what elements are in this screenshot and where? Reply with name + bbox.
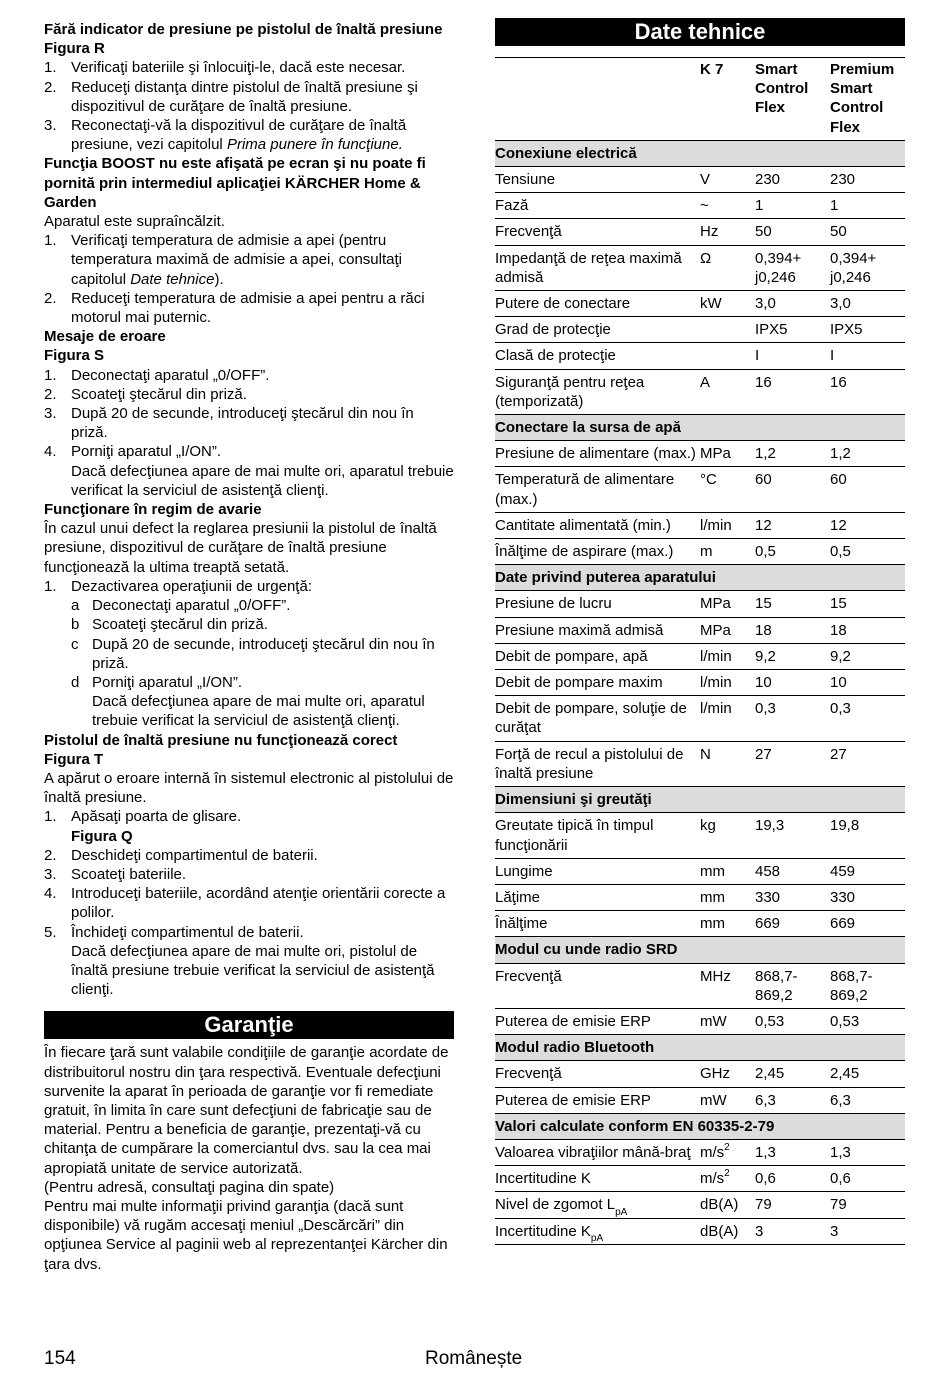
section-row: Date privind puterea aparatului [495, 565, 905, 591]
figure-ref: Figura T [44, 750, 104, 768]
table-row: Puterea de emisie ERP mW 0,53 0,53 [495, 1008, 905, 1034]
header-cell [495, 58, 700, 141]
section-title: Mesaje de eroare [44, 328, 166, 346]
note: Dacă defecţiunea apare de mai multe ori, aparatul trebuie verificat la serviciul de asistenţă clienţi. [71, 462, 454, 499]
section-row: Modul cu unde radio SRD [495, 937, 905, 963]
section-row: Dimensiuni şi greutăţi [495, 787, 905, 813]
table-row: Cantitate alimentată (min.) l/min 12 12 [495, 512, 905, 538]
sub-item: d Porniţi aparatul „I/ON”. [71, 673, 243, 691]
table-row: Impedanţă de reţea maximă admisă Ω 0,394+ j0,246 0,394+ j0,246 [495, 245, 905, 290]
list-item: 3. După 20 de secunde, introduceţi ştecărul din nou în priză. [44, 405, 414, 442]
paragraph: În cazul unui defect la reglarea presiunii la pistolul de înaltă presiune, dispozitivul de curăţare de înaltă presiune funcţionează la ultima treaptă setată. [44, 520, 437, 576]
list-item: 2. Reduceţi distanţa dintre pistolul de înaltă presiune şi dispozitivul de curăţare de înaltă presiune. [44, 78, 418, 115]
paragraph: Pentru mai multe informaţii privind garanţia (dacă sunt disponibile) vă rugăm accesaţi meniul „Descărcări” din opţiunea Service al paginii web al reprezentanţei Kärcher din ţara dvs. [44, 1197, 448, 1273]
list-item: 2. Deschideţi compartimentul de baterii. [44, 846, 318, 864]
table-row: Siguranţă pentru reţea (temporizată) A 16 16 [495, 369, 905, 414]
list-item: 5. Închideţi compartimentul de baterii. [44, 923, 304, 941]
table-row: Incertitudine K $m/s^2$ 0,6 0,6 [495, 1166, 905, 1192]
table-row: Lungime mm 458 459 [495, 858, 905, 884]
list-item: 4. Introduceţi bateriile, acordând atenţie orientării corecte a polilor. [44, 885, 446, 922]
list-item: 3. Scoateţi bateriile. [44, 865, 187, 883]
garantie-heading: Garanţie [44, 1011, 454, 1039]
table-row: Valoarea vibraţiilor mână-braţ $m/s^2$ 1,3 1,3 [495, 1139, 905, 1165]
section-title: Funcţia BOOST nu este afişată pe ecran şi nu poate fi pornită prin intermediul aplicaţiei KÄRCHER Home & Garden [44, 155, 426, 211]
list-item: 2. Scoateţi ştecărul din priză. [44, 385, 247, 403]
list-item: 1. Verificaţi temperatura de admisie a apei (pentru temperatura maximă de admisie a apei, consultaţi capitolul Date tehnice). [44, 232, 402, 288]
table-row: Puterea de emisie ERP mW 6,3 6,3 [495, 1087, 905, 1113]
left-column [44, 20, 454, 1274]
figure-ref: Figura S [44, 347, 105, 365]
table-row: Debit de pompare, soluţie de curăţat l/min 0,3 0,3 [495, 696, 905, 741]
paragraph: A apărut o eroare internă în sistemul electronic al pistolului de înaltă presiune. [44, 769, 454, 807]
table-row: Forţă de recul a pistolului de înaltă presiune N 27 27 [495, 741, 905, 786]
note: Dacă defecţiunea apare de mai multe ori, pistolul de înaltă presiune trebuie verificat la serviciul de asistenţă clienţi. [71, 942, 435, 999]
section-row: Conexiune electrică [495, 140, 905, 166]
language-label: Românește [425, 1348, 523, 1369]
list-item: 4. Porniţi aparatul „I/ON”. [44, 443, 222, 461]
table-row: Lăţime mm 330 330 [495, 884, 905, 910]
table-row: Înălţime de aspirare (max.) m 0,5 0,5 [495, 539, 905, 565]
paragraph: În fiecare ţară sunt valabile condiţiile de garanţie acordate de distribuitorul nostru din ţara respectivă. Eventuale defecţiuni survenite la aparat în perioada de garanţie vor fi remediate gratuit, în limita în care sunt defecţiuni de fabricaţie sau de material. Pentru a beneficia de garanţie, prezentaţi-vă cu chitanţa de cumpărare la comerciantul dvs. sau la cea mai apropiată unitate de service autorizată. [44, 1044, 449, 1177]
tech-data-table [495, 57, 905, 1245]
list-item: 1. Apăsaţi poarta de glisare. [44, 808, 242, 826]
list-item: 2. Reduceţi temperatura de admisie a apei pentru a răci motorul mai puternic. [44, 289, 425, 327]
table-row: Înălţime mm 669 669 [495, 911, 905, 937]
sub-item: a Deconectaţi aparatul „0/OFF”. [71, 597, 291, 615]
table-row: Presiune maximă admisă MPa 18 18 [495, 617, 905, 643]
table-row: Frecvenţă GHz 2,45 2,45 [495, 1061, 905, 1087]
section-title: Pistolul de înaltă presiune nu funcţionează corect [44, 731, 398, 749]
table-row: Clasă de protecţie I I [495, 343, 905, 369]
section-row: Modul radio Bluetooth [495, 1035, 905, 1061]
section-title: Fără indicator de presiune pe pistolul de înaltă presiune [44, 21, 443, 38]
page-number: 154 [44, 1348, 76, 1369]
figure-ref: Figura Q [71, 827, 133, 845]
section-title: Funcţionare în regim de avarie [44, 501, 262, 519]
table-row: Grad de protecţie IPX5 IPX5 [495, 317, 905, 343]
table-row: Greutate tipică în timpul funcţionării kg 19,3 19,8 [495, 813, 905, 858]
section-row: Conectare la sursa de apă [495, 415, 905, 441]
header-cell: Premium Smart Control Flex [830, 58, 905, 141]
section-row: Valori calculate conform EN 60335-2-79 [495, 1113, 905, 1139]
list-item: 1. Dezactivarea operaţiunii de urgenţă: [44, 577, 312, 595]
table-row: Debit de pompare, apă l/min 9,2 9,2 [495, 643, 905, 669]
table-row: Frecvenţă MHz 868,7- 869,2 868,7- 869,2 [495, 963, 905, 1008]
paragraph: Aparatul este supraîncălzit. [44, 213, 225, 231]
header-cell: Smart Control Flex [755, 58, 830, 141]
table-header-row [495, 58, 905, 141]
paragraph: (Pentru adresă, consultaţi pagina din spate) [44, 1178, 335, 1196]
table-row: Debit de pompare maxim l/min 10 10 [495, 670, 905, 696]
table-row: Nivel de zgomot $L_{pA}$ dB(A) 79 79 [495, 1192, 905, 1218]
header-cell: K 7 [700, 58, 755, 141]
table-row: Frecvenţă Hz 50 50 [495, 219, 905, 245]
list-item: 1. Verificaţi bateriile şi înlocuiţi-le, dacă este necesar. [44, 59, 406, 77]
table-row: Putere de conectare kW 3,0 3,0 [495, 291, 905, 317]
note: Dacă defecţiunea apare de mai multe ori, aparatul trebuie verificat la serviciul de asistenţă clienţi. [92, 693, 425, 730]
table-row: Temperatură de alimentare (max.) °C 60 60 [495, 467, 905, 512]
right-column [495, 18, 905, 1245]
figure-ref: Figura R [44, 40, 105, 58]
table-row: Presiune de alimentare (max.) MPa 1,2 1,2 [495, 441, 905, 467]
sub-item: b Scoateţi ştecărul din priză. [71, 616, 268, 634]
list-item: 1. Deconectaţi aparatul „0/OFF”. [44, 366, 270, 384]
table-row: Tensiune V 230 230 [495, 167, 905, 193]
list-item: 3. Reconectaţi-vă la dispozitivul de curăţare de înaltă presiune, vezi capitolul Prima punere în funcţiune. [44, 117, 407, 154]
table-row: Incertitudine $K_{pA}$ dB(A) 3 3 [495, 1218, 905, 1244]
tech-data-heading: Date tehnice [495, 18, 905, 46]
table-row: Fază ~ 1 1 [495, 193, 905, 219]
table-row: Presiune de lucru MPa 15 15 [495, 591, 905, 617]
sub-item: c După 20 de secunde, introduceţi ştecărul din nou în priză. [71, 635, 435, 672]
